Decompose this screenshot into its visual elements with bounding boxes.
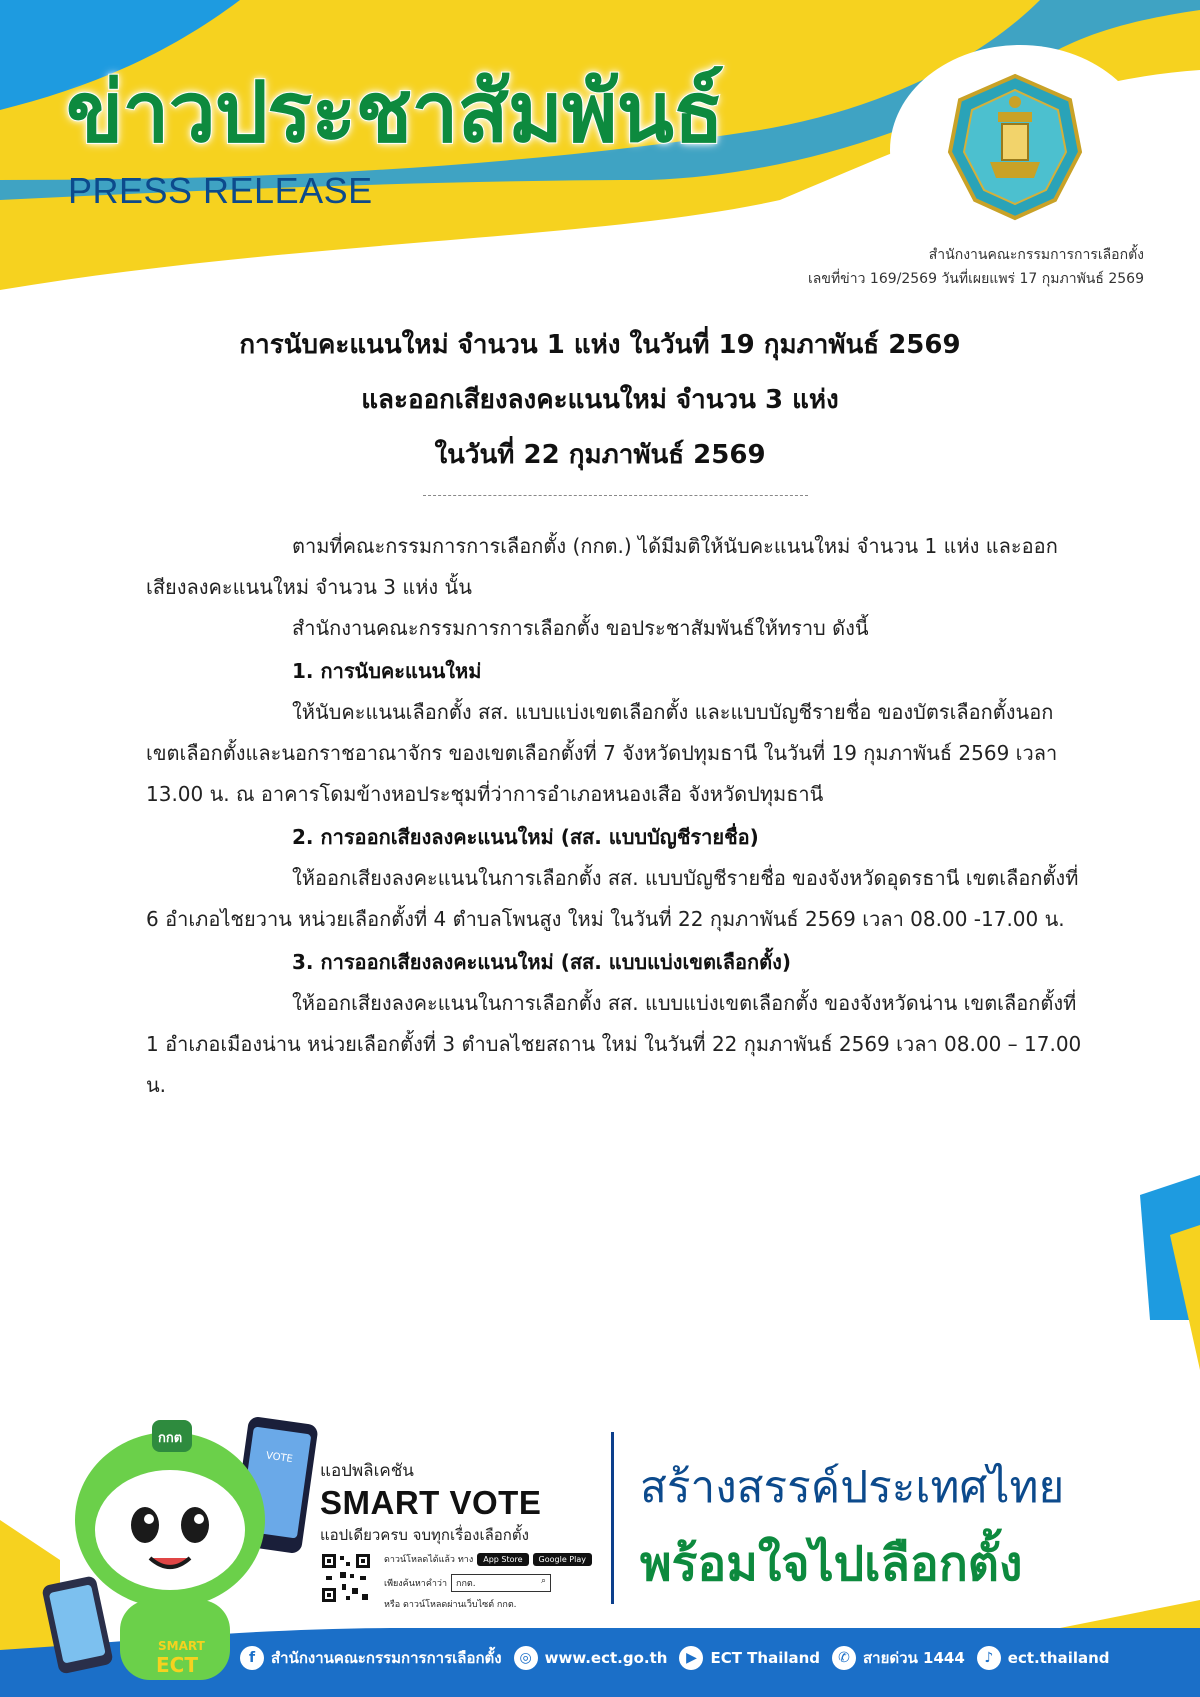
section-2-heading: 2. การออกเสียงลงคะแนนใหม่ (สส. แบบบัญชีรายชื่อ) bbox=[292, 825, 759, 849]
intro-paragraph: ตามที่คณะกรรมการการเลือกตั้ง (กกต.) ได้มีมติให้นับคะแนนใหม่ จำนวน 1 แห่ง และออกเสียงลงคะแนนใหม่ จำนวน 3 แห่ง นั้น bbox=[146, 534, 1058, 599]
facebook-label: สำนักงานคณะกรรมการการเลือกตั้ง bbox=[271, 1649, 502, 1667]
headline-line-1: การนับคะแนนใหม่ จำนวน 1 แห่ง ในวันที่ 19 กุมภาพันธ์ 2569 bbox=[239, 330, 961, 360]
section-3-text: ให้ออกเสียงลงคะแนนในการเลือกตั้ง สส. แบบแบ่งเขตเลือกตั้ง ของจังหวัดน่าน เขตเลือกตั้งที่ 1 อำเภอเมืองน่าน หน่วยเลือกตั้งที่ 3 ตำบลไชยสถาน ใหม่ ในวันที่ 22 กุมภาพันธ์ 2569 เวลา 08.00 – 17.00 น. bbox=[146, 991, 1082, 1097]
press-release-title-thai: ข่าวประชาสัมพันธ์ bbox=[66, 63, 724, 161]
headline bbox=[120, 318, 1080, 483]
search-icon: ⌕ bbox=[540, 1576, 547, 1586]
press-reference: เลขที่ข่าว 169/2569 วันที่เผยแพร่ 17 กุมภาพันธ์ 2569 bbox=[808, 271, 1144, 287]
headline-line-2: และออกเสียงลงคะแนนใหม่ จำนวน 3 แห่ง bbox=[361, 385, 839, 415]
smart-ect-mascot-illustration bbox=[40, 1400, 330, 1680]
app-prefix: แอปพลิเคชัน bbox=[320, 1461, 414, 1481]
announce-paragraph: สำนักงานคณะกรรมการการเลือกตั้ง ขอประชาสัมพันธ์ให้ทราบ ดังนี้ bbox=[292, 616, 869, 640]
footer-hotline[interactable] bbox=[832, 1646, 965, 1670]
youtube-label: ECT Thailand bbox=[710, 1649, 821, 1667]
app-name: SMART VOTE bbox=[320, 1484, 542, 1521]
footer-youtube[interactable] bbox=[679, 1646, 820, 1670]
tiktok-label: ect.thailand bbox=[1007, 1649, 1110, 1667]
footer-facebook[interactable] bbox=[240, 1646, 502, 1670]
search-hint-row bbox=[384, 1574, 551, 1592]
press-body bbox=[146, 526, 1086, 1106]
press-release-subtitle: PRESS RELEASE bbox=[68, 170, 373, 211]
footer-tiktok[interactable] bbox=[977, 1646, 1110, 1670]
org-info-block bbox=[808, 243, 1144, 291]
qr-code bbox=[320, 1552, 372, 1604]
headline-divider bbox=[423, 495, 808, 496]
hotline-label: สายด่วน 1444 bbox=[863, 1649, 965, 1667]
download-label: ดาวน์โหลดได้แล้ว ทาง bbox=[384, 1555, 474, 1565]
section-2-text: ให้ออกเสียงลงคะแนนในการเลือกตั้ง สส. แบบบัญชีรายชื่อ ของจังหวัดอุดรธานี เขตเลือกตั้งที่ 6 อำเภอไชยวาน หน่วยเลือกตั้งที่ 4 ตำบลโพนสูง ใหม่ ในวันที่ 22 กุมภาพันธ์ 2569 เวลา 08.00 -17.00 น. bbox=[146, 866, 1079, 931]
slogan-line-1: สร้างสรรค์ประเทศไทย bbox=[640, 1462, 1065, 1513]
website-label: www.ect.go.th bbox=[544, 1649, 668, 1667]
headline-line-3: ในวันที่ 22 กุมภาพันธ์ 2569 bbox=[434, 440, 766, 470]
footer-divider-line bbox=[611, 1432, 614, 1604]
globe-icon: ◎ bbox=[514, 1646, 538, 1670]
phone-screen-label: VOTE bbox=[265, 1450, 294, 1466]
search-value: กกต. bbox=[456, 1579, 476, 1589]
store-download-row bbox=[384, 1552, 592, 1566]
tiktok-icon: ♪ bbox=[977, 1646, 1001, 1670]
app-store-button[interactable]: App Store bbox=[477, 1553, 528, 1566]
facebook-icon: f bbox=[240, 1646, 264, 1670]
slogan-line-2: พร้อมใจไปเลือกตั้ง bbox=[640, 1536, 1023, 1592]
search-label: เพียงค้นหาคำว่า bbox=[384, 1579, 448, 1589]
search-box bbox=[451, 1574, 551, 1592]
footer-contact-bar bbox=[240, 1640, 1110, 1676]
smart-vote-promo bbox=[320, 1460, 541, 1546]
section-1-text: ให้นับคะแนนเลือกตั้ง สส. แบบแบ่งเขตเลือกตั้ง และแบบบัญชีรายชื่อ ของบัตรเลือกตั้งนอกเขตเลือกตั้งและนอกราชอาณาจักร ของเขตเลือกตั้งที่ 7 จังหวัดปทุมธานี ในวันที่ 19 กุมภาพันธ์ 2569 เวลา 13.00 น. ณ อาคารโดมข้างหอประชุมที่ว่าการอำเภอหนองเสือ จังหวัดปทุมธานี bbox=[146, 700, 1058, 806]
org-name: สำนักงานคณะกรรมการการเลือกตั้ง bbox=[928, 247, 1144, 263]
mascot-label-ect: ECT bbox=[156, 1653, 198, 1677]
phone-icon: ✆ bbox=[832, 1646, 856, 1670]
ect-seal-logo bbox=[940, 72, 1090, 222]
mascot-badge: กกต bbox=[158, 1431, 183, 1446]
section-1-heading: 1. การนับคะแนนใหม่ bbox=[292, 659, 482, 683]
web-download-note: หรือ ดาวน์โหลดผ่านเว็บไซต์ กกต. bbox=[384, 1600, 517, 1610]
play-icon: ▶ bbox=[679, 1646, 703, 1670]
footer-website[interactable] bbox=[514, 1646, 668, 1670]
google-play-button[interactable]: Google Play bbox=[533, 1553, 592, 1566]
app-tagline: แอปเดียวครบ จบทุกเรื่องเลือกตั้ง bbox=[320, 1526, 529, 1544]
mascot-label-smart: SMART bbox=[158, 1639, 205, 1653]
section-3-heading: 3. การออกเสียงลงคะแนนใหม่ (สส. แบบแบ่งเขตเลือกตั้ง) bbox=[292, 950, 792, 974]
